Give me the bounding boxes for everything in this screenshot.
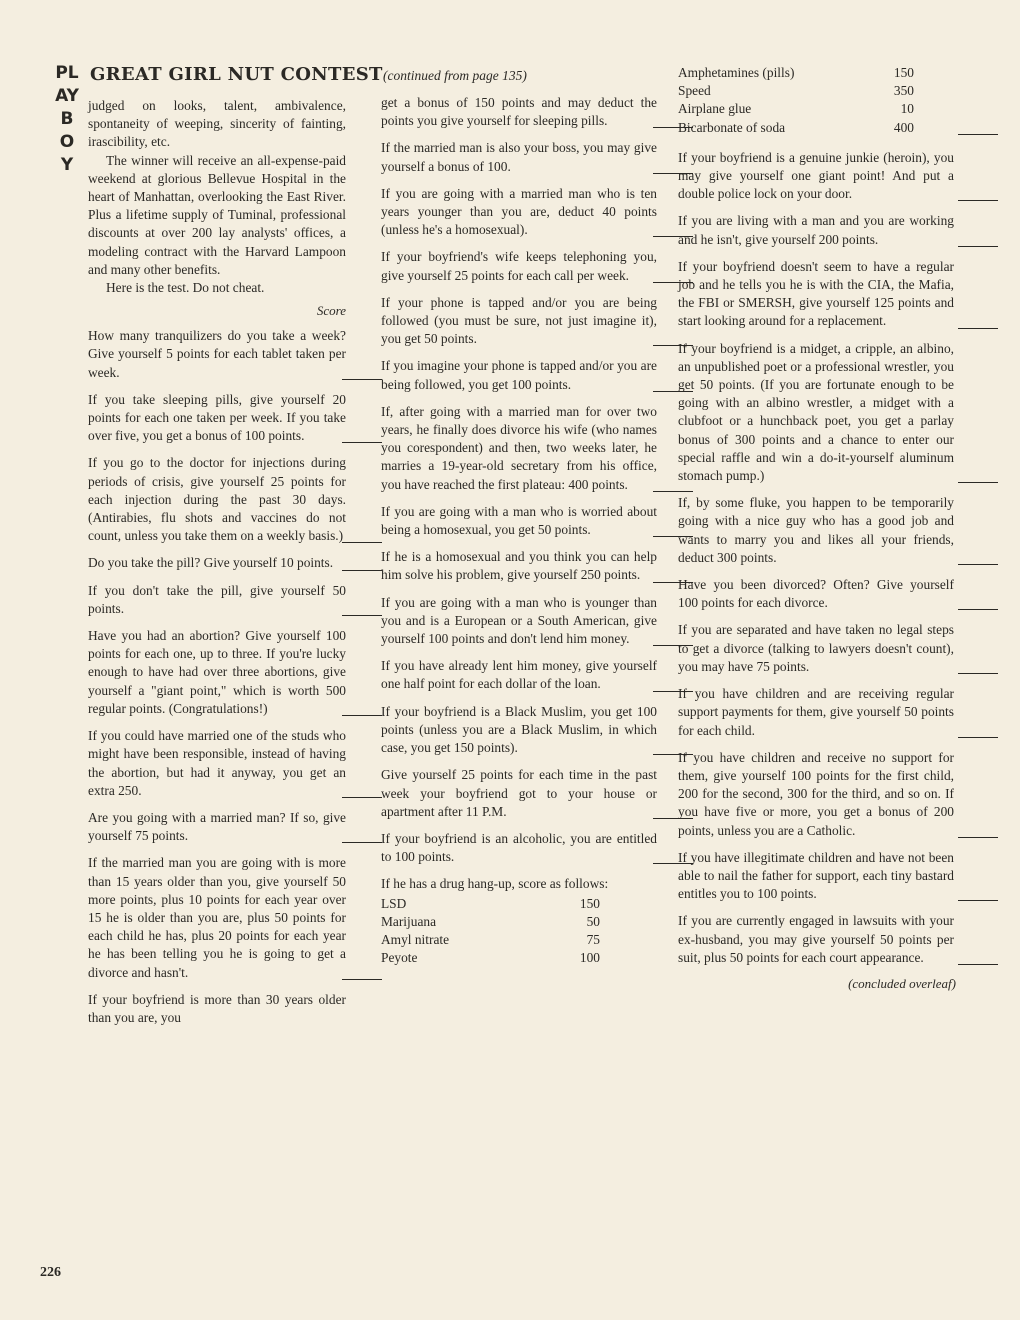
quiz-item-text: Give yourself 25 points for each time in the past week your boyfriend got to your house or apartment after 11 P.M. — [381, 767, 657, 819]
drug-score-list-continued — [678, 64, 954, 137]
drug-name: Bicarbonate of soda — [678, 119, 786, 135]
quiz-item — [381, 357, 657, 393]
drug-points: 150 — [579, 895, 600, 911]
drug-name: Speed — [678, 83, 711, 99]
quiz-item — [381, 248, 657, 284]
quiz-item-text: If you are living with a man and you are working and he isn't, give yourself 200 points. — [678, 213, 954, 247]
quiz-item-text: If your boyfriend's wife keeps telephoning you, give yourself 25 points for each call per week. — [381, 249, 657, 283]
quiz-item — [381, 403, 657, 494]
quiz-item-text: If you have children and receive no support for them, give yourself 100 points for the first child, 200 for the second, 300 for the third, and so on. If you have five or more, you get a bonus of 200 points, unless you are a Catholic. — [678, 749, 954, 838]
quiz-item — [381, 703, 657, 758]
quiz-item — [88, 454, 346, 545]
drug-row — [381, 895, 657, 913]
quiz-item — [678, 258, 954, 331]
quiz-item-text: If you are going with a married man who is ten years younger than you are, deduct 40 points (unless he's a homosexual). — [381, 185, 657, 238]
quiz-item — [88, 582, 346, 618]
quiz-item-text: If you take sleeping pills, give yourself 20 points for each one taken per week. If you take over five, you get a bonus of 100 points. — [88, 391, 346, 444]
quiz-item — [678, 849, 954, 904]
continued-note: (continued from page 135) — [383, 68, 527, 83]
quiz-item — [381, 594, 657, 649]
drug-row — [381, 949, 657, 967]
quiz-item-text: If, after going with a married man for over two years, he finally does divorce his wife (who names you corespondent) and then, two weeks later, he marries a 19-year-old secretary from his office, you have reached the first plateau: 400 points. — [381, 403, 657, 492]
drug-points: 150 — [893, 65, 914, 80]
quiz-item — [88, 627, 346, 718]
quiz-item-text: Are you going with a married man? If so, give yourself 75 points. — [88, 809, 346, 844]
quiz-item-text: If your boyfriend doesn't seem to have a regular job and he tells you he is with the CIA, the Mafia, the FBI or SMERSH, give yourself 125 points and start looking around for a replacement. — [678, 258, 954, 329]
quiz-item — [678, 494, 954, 567]
quiz-item — [88, 809, 346, 845]
quiz-item-text: If you imagine your phone is tapped and/or you are being followed, you get 100 points. — [381, 358, 657, 392]
quiz-item — [88, 854, 346, 981]
quiz-item-text: If your boyfriend is a Black Muslim, you get 100 points (unless you are a Black Muslim, in which case, you get 150 points). — [381, 703, 657, 756]
quiz-item — [381, 766, 657, 821]
quiz-item-continued — [88, 991, 346, 1027]
column-3 — [678, 64, 954, 992]
quiz-item-text: If your boyfriend is more than 30 years older than you are, you — [88, 991, 346, 1025]
quiz-item — [678, 212, 954, 248]
drug-points: 10 — [900, 101, 914, 117]
quiz-item — [381, 185, 657, 240]
quiz-item — [381, 294, 657, 349]
quiz-item-text: If the married man you are going with is more than 15 years older than you, give yourself 50 more points, plus 10 points for each year over 15 he is older than you are, plus 50 points for each child he has, plus 20 points for each year he has been telling you he is going to get a divorce and hasn't. — [88, 855, 346, 980]
quiz-item — [88, 391, 346, 446]
quiz-item-text: If your boyfriend is an alcoholic, you are entitled to 100 points. — [381, 830, 657, 865]
drug-name: LSD — [381, 895, 407, 911]
quiz-item — [678, 685, 954, 740]
quiz-item-text: If you don't take the pill, give yourself 50 points. — [88, 582, 346, 616]
drug-row — [381, 931, 657, 949]
intro-paragraph: judged on looks, talent, ambivalence, spontaneity of weeping, sincerity of fainting, irascibility, etc. — [88, 98, 346, 150]
quiz-item-text: If, by some fluke, you happen to be temporarily going with a nice guy who has a good job and wants to marry you and likes all your friends, deduct 300 points. — [678, 495, 954, 565]
quiz-item — [678, 576, 954, 612]
quiz-item — [678, 912, 954, 967]
quiz-item-text: Have you been divorced? Often? Give yourself 100 points for each divorce. — [678, 577, 954, 611]
quiz-item-text: If you have already lent him money, give yourself one half point for each dollar of the loan. — [381, 658, 657, 692]
quiz-item-text: If you are currently engaged in lawsuits with your ex-husband, you may give yourself 50 points per suit, plus 50 points for each court appearance. — [678, 913, 954, 965]
drug-row — [678, 64, 954, 82]
drug-section — [381, 875, 657, 967]
quiz-item — [381, 503, 657, 539]
page-number: 226 — [40, 1265, 61, 1280]
quiz-item-text: get a bonus of 150 points and may deduct the points you give yourself for sleeping pills. — [381, 95, 657, 129]
quiz-item-text: If he is a homosexual and you think you can help him solve his problem, give yourself 250 points. — [381, 549, 657, 583]
drug-row — [678, 82, 954, 100]
drug-points: 400 — [893, 119, 914, 135]
drug-points: 100 — [579, 950, 600, 966]
quiz-item-text: If your boyfriend is a midget, a cripple, an albino, an unpublished poet or a professional wrestler, you get 50 points. (If you are fortunate enough to be going with an albino wrestler, a midget with a clubfoot or a hunchback poet, you get a parlay bonus of 300 points and a chance to enter our special raffle and win a do-it-yourself aluminum stomach pump.) — [678, 340, 954, 484]
quiz-item — [88, 554, 346, 572]
quiz-item — [381, 830, 657, 866]
quiz-item-text: If you are going with a man who is worried about being a homosexual, you get 50 points. — [381, 503, 657, 538]
drug-points: 350 — [893, 83, 914, 99]
quiz-item-text: If you are separated and have taken no legal steps to get a divorce (talking to lawyers doesn't count), you may have 75 points. — [678, 622, 954, 674]
drug-name: Amphetamines (pills) — [678, 65, 795, 80]
article-title: GREAT GIRL NUT CONTEST — [90, 64, 383, 85]
quiz-item-text: How many tranquilizers do you take a week? Give yourself 5 points for each tablet taken per week. — [88, 328, 346, 380]
intro-paragraph: The winner will receive an all-expense-paid weekend at glorious Bellevue Hospital in the heart of Manhattan, overlooking the East River. Plus a lifetime supply of Tuminal, professional discounts at over 200 lay analysts' offices, a modeling contract with the Harvard Lampoon and many other benefits. — [88, 152, 346, 277]
drug-name: Peyote — [381, 950, 418, 966]
magazine-side-logo: PLAYBOY — [55, 63, 79, 175]
quiz-item-text: If you have illegitimate children and have not been able to nail the father for support, each tiny bastard entitles you to 100 points. — [678, 849, 954, 902]
column-2 — [381, 64, 657, 967]
drug-points: 50 — [586, 913, 600, 929]
drug-score-list — [381, 895, 657, 968]
intro-paragraph: Here is the test. Do not cheat. — [106, 280, 265, 296]
quiz-item — [678, 149, 954, 204]
quiz-item — [88, 327, 346, 382]
quiz-item — [381, 657, 657, 693]
quiz-item-text: If your phone is tapped and/or you are being followed (you must be sure, not just imagine it), you get 50 points. — [381, 294, 657, 347]
quiz-item — [381, 548, 657, 584]
quiz-item-text: If you could have married one of the studs who might have been responsible, instead of having the abortion, but had it anyway, you get an extra 250. — [88, 728, 346, 798]
quiz-item-text: If you have children and are receiving regular support payments for them, give yourself 50 points for each child. — [678, 686, 954, 738]
quiz-item-text: Have you had an abortion? Give yourself 100 points for each one, up to three. If you're lucky enough to have had over three abortions, give yourself a "giant point," which is worth 500 regular points. (Congratulations!) — [88, 628, 346, 716]
intro-text — [88, 97, 346, 297]
quiz-item-text: Do you take the pill? Give yourself 10 points. — [88, 555, 334, 571]
quiz-item-text: If you are going with a man who is younger than you and is a European or a South American, give yourself 100 points and don't lend him money. — [381, 594, 657, 647]
drug-name: Marijuana — [381, 913, 437, 929]
quiz-item — [381, 94, 657, 130]
quiz-item — [678, 340, 954, 486]
drug-row — [381, 913, 657, 931]
drug-points: 75 — [586, 931, 600, 947]
drug-row — [678, 119, 954, 137]
quiz-item — [88, 727, 346, 800]
drug-name: Amyl nitrate — [381, 931, 450, 947]
concluded-note: (concluded overleaf) — [848, 975, 956, 991]
drug-row — [678, 100, 954, 118]
column-1 — [88, 64, 383, 1027]
quiz-item-text: If you go to the doctor for injections during periods of crisis, give yourself 25 points for each injection during the past 30 days. (Antirabies, flu shots and vaccines do not count, unless you take them on a weekly basis.) — [88, 455, 346, 544]
score-heading: Score — [316, 303, 346, 319]
quiz-item-text: If the married man is also your boss, you may give yourself a bonus of 100. — [381, 140, 657, 174]
quiz-item — [381, 139, 657, 175]
quiz-item — [678, 749, 954, 840]
quiz-item — [678, 621, 954, 676]
quiz-item-text: If your boyfriend is a genuine junkie (heroin), you may give yourself one giant point! And put a double police lock on your door. — [678, 149, 954, 202]
drug-name: Airplane glue — [678, 101, 752, 117]
drug-intro: If he has a drug hang-up, score as follows: — [381, 876, 609, 892]
